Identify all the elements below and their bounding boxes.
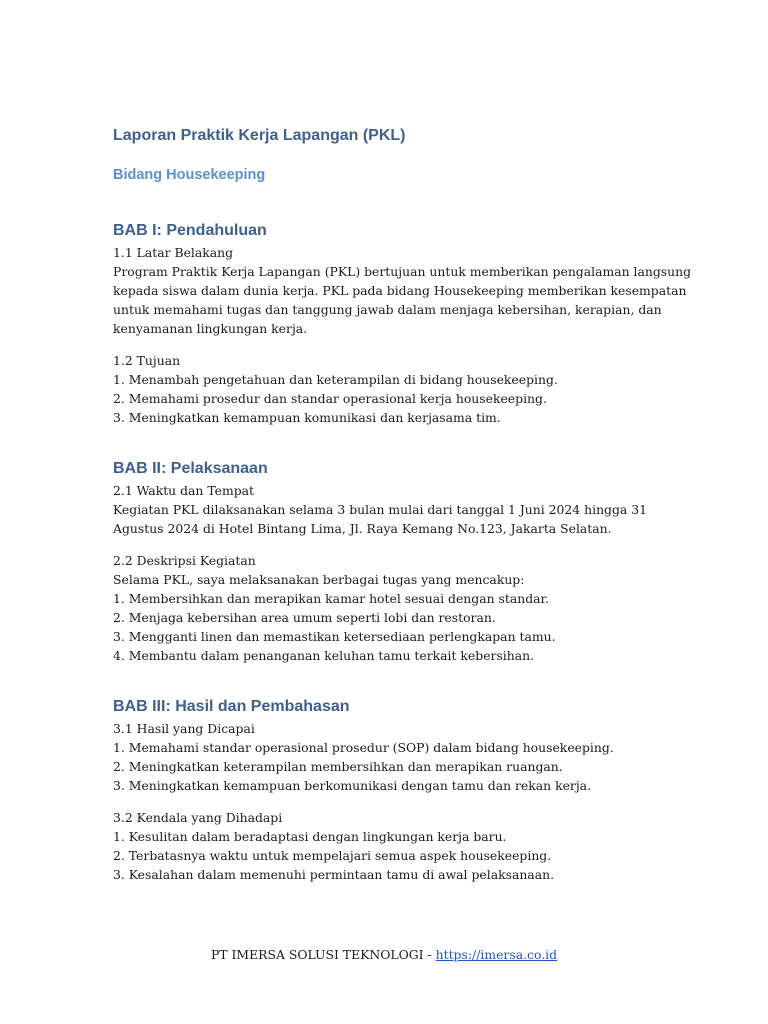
bab1-section-2 xyxy=(113,351,661,427)
bab2-section-1 xyxy=(113,481,661,538)
document-title: Laporan Praktik Kerja Lapangan (PKL) xyxy=(113,127,406,144)
paragraph-line: Program Praktik Kerja Lapangan (PKL) bertujuan untuk memberikan pengalaman langsung xyxy=(113,264,692,279)
list-item: 4. Membantu dalam penanganan keluhan tamu terkait kebersihan. xyxy=(113,648,535,663)
list-item: 2. Menjaga kebersihan area umum seperti lobi dan restoran. xyxy=(113,610,496,625)
list-item: 3. Meningkatkan kemampuan berkomunikasi dengan tamu dan rekan kerja. xyxy=(113,778,592,793)
list-item: 2. Terbatasnya waktu untuk mempelajari semua aspek housekeeping. xyxy=(113,848,552,863)
list-item: 3. Meningkatkan kemampuan komunikasi dan kerjasama tim. xyxy=(113,410,501,425)
page-footer xyxy=(0,945,768,964)
list-item: 1. Kesulitan dalam beradaptasi dengan lingkungan kerja baru. xyxy=(113,829,507,844)
bab2-heading: BAB II: Pelaksanaan xyxy=(113,460,268,477)
section-title: 1.1 Latar Belakang xyxy=(113,245,234,260)
list-item: 2. Meningkatkan keterampilan membersihkan dan merapikan ruangan. xyxy=(113,759,563,774)
list-item: 3. Mengganti linen dan memastikan ketersediaan perlengkapan tamu. xyxy=(113,629,556,644)
document-content xyxy=(113,124,692,884)
paragraph-line: untuk memahami tugas dan tanggung jawab dalam menjaga kebersihan, kerapian, dan xyxy=(113,302,662,317)
section-title: 1.2 Tujuan xyxy=(113,353,181,368)
footer-company: PT IMERSA SOLUSI TEKNOLOGI - xyxy=(210,947,436,962)
list-item: 1. Memahami standar operasional prosedur (SOP) dalam bidang housekeeping. xyxy=(113,740,614,755)
list-item: 2. Memahami prosedur dan standar operasional kerja housekeeping. xyxy=(113,391,547,406)
list-item: 1. Menambah pengetahuan dan keterampilan di bidang housekeeping. xyxy=(113,372,558,387)
bab3-heading: BAB III: Hasil dan Pembahasan xyxy=(113,698,350,715)
paragraph-line: kepada siswa dalam dunia kerja. PKL pada bidang Housekeeping memberikan kesempatan xyxy=(113,283,687,298)
paragraph-line: kenyamanan lingkungan kerja. xyxy=(113,321,308,336)
bab3-section-1 xyxy=(113,719,661,795)
document-subtitle: Bidang Housekeeping xyxy=(113,167,266,183)
section-title: 3.1 Hasil yang Dicapai xyxy=(113,721,255,736)
list-item: 1. Membersihkan dan merapikan kamar hotel sesuai dengan standar. xyxy=(113,591,550,606)
paragraph-line: Selama PKL, saya melaksanakan berbagai tugas yang mencakup: xyxy=(113,572,525,587)
footer-website-link[interactable]: https://imersa.co.id xyxy=(435,947,558,962)
paragraph-line: Kegiatan PKL dilaksanakan selama 3 bulan mulai dari tanggal 1 Juni 2024 hingga 31 xyxy=(113,502,648,517)
section-title: 2.2 Deskripsi Kegiatan xyxy=(113,553,256,568)
bab3-section-2 xyxy=(113,808,661,884)
section-title: 2.1 Waktu dan Tempat xyxy=(113,483,255,498)
bab2-section-2 xyxy=(113,551,661,665)
bab1-heading: BAB I: Pendahuluan xyxy=(113,222,267,239)
paragraph-line: Agustus 2024 di Hotel Bintang Lima, Jl. Raya Kemang No.123, Jakarta Selatan. xyxy=(113,521,612,536)
list-item: 3. Kesalahan dalam memenuhi permintaan tamu di awal pelaksanaan. xyxy=(113,867,555,882)
section-title: 3.2 Kendala yang Dihadapi xyxy=(113,810,283,825)
bab1-section-1 xyxy=(113,243,692,338)
